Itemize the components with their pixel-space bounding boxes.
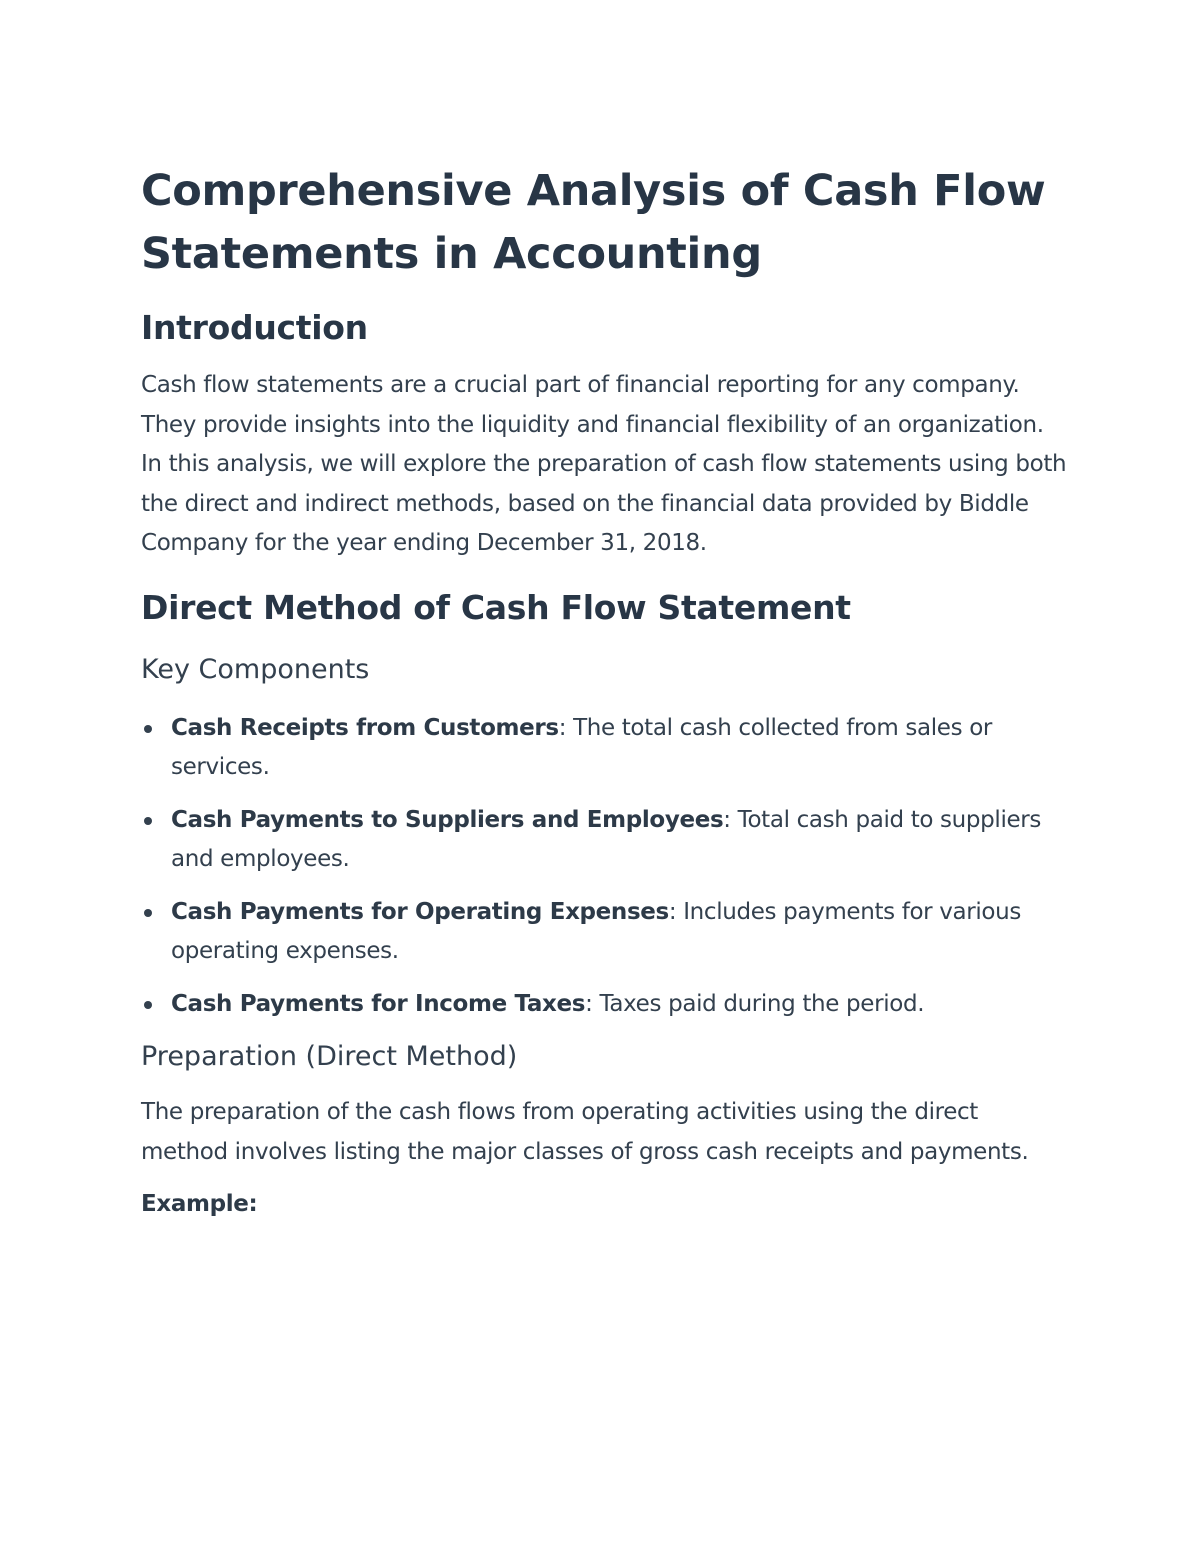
list-item-term: Cash Receipts from Customers bbox=[171, 714, 559, 741]
bullet-icon bbox=[144, 1001, 152, 1009]
document-page bbox=[141, 160, 1071, 1225]
example-label: Example: bbox=[141, 1191, 258, 1217]
document-title: Comprehensive Analysis of Cash Flow Statements in Accounting bbox=[141, 166, 1046, 279]
list-item bbox=[141, 801, 1071, 880]
introduction-paragraph: Cash flow statements are a crucial part of financial reporting for any company. They provide insights into the liquidity and financial flexibility of an organization. In this analysis, we will explore the preparation of cash flow statements using both the direct and indirect methods, based on the financial data provided by Biddle Company for the year ending December 31, 2018. bbox=[141, 372, 1067, 556]
preparation-paragraph: The preparation of the cash flows from operating activities using the direct method involves listing the major classes of gross cash receipts and payments. bbox=[141, 1099, 1029, 1165]
list-item-description: : Includes payments for various operating expenses. bbox=[171, 898, 1021, 964]
list-item bbox=[141, 893, 1071, 972]
key-components-list bbox=[141, 709, 1071, 1025]
list-item bbox=[141, 709, 1071, 788]
list-item-term: Cash Payments for Income Taxes bbox=[171, 990, 586, 1017]
list-item bbox=[141, 985, 1071, 1025]
introduction-heading: Introduction bbox=[141, 308, 368, 347]
direct-method-heading: Direct Method of Cash Flow Statement bbox=[141, 587, 851, 627]
preparation-heading: Preparation (Direct Method) bbox=[141, 1041, 518, 1072]
list-item-description: : Total cash paid to suppliers and employees. bbox=[171, 806, 1042, 872]
key-components-heading: Key Components bbox=[141, 653, 370, 685]
list-item-term: Cash Payments for Operating Expenses bbox=[171, 898, 669, 925]
list-item-description: : The total cash collected from sales or services. bbox=[171, 714, 993, 780]
bullet-icon bbox=[144, 725, 152, 733]
bullet-icon bbox=[144, 817, 152, 825]
list-item-description: : Taxes paid during the period. bbox=[585, 990, 925, 1017]
bullet-icon bbox=[144, 909, 152, 917]
list-item-term: Cash Payments to Suppliers and Employees bbox=[171, 806, 724, 833]
